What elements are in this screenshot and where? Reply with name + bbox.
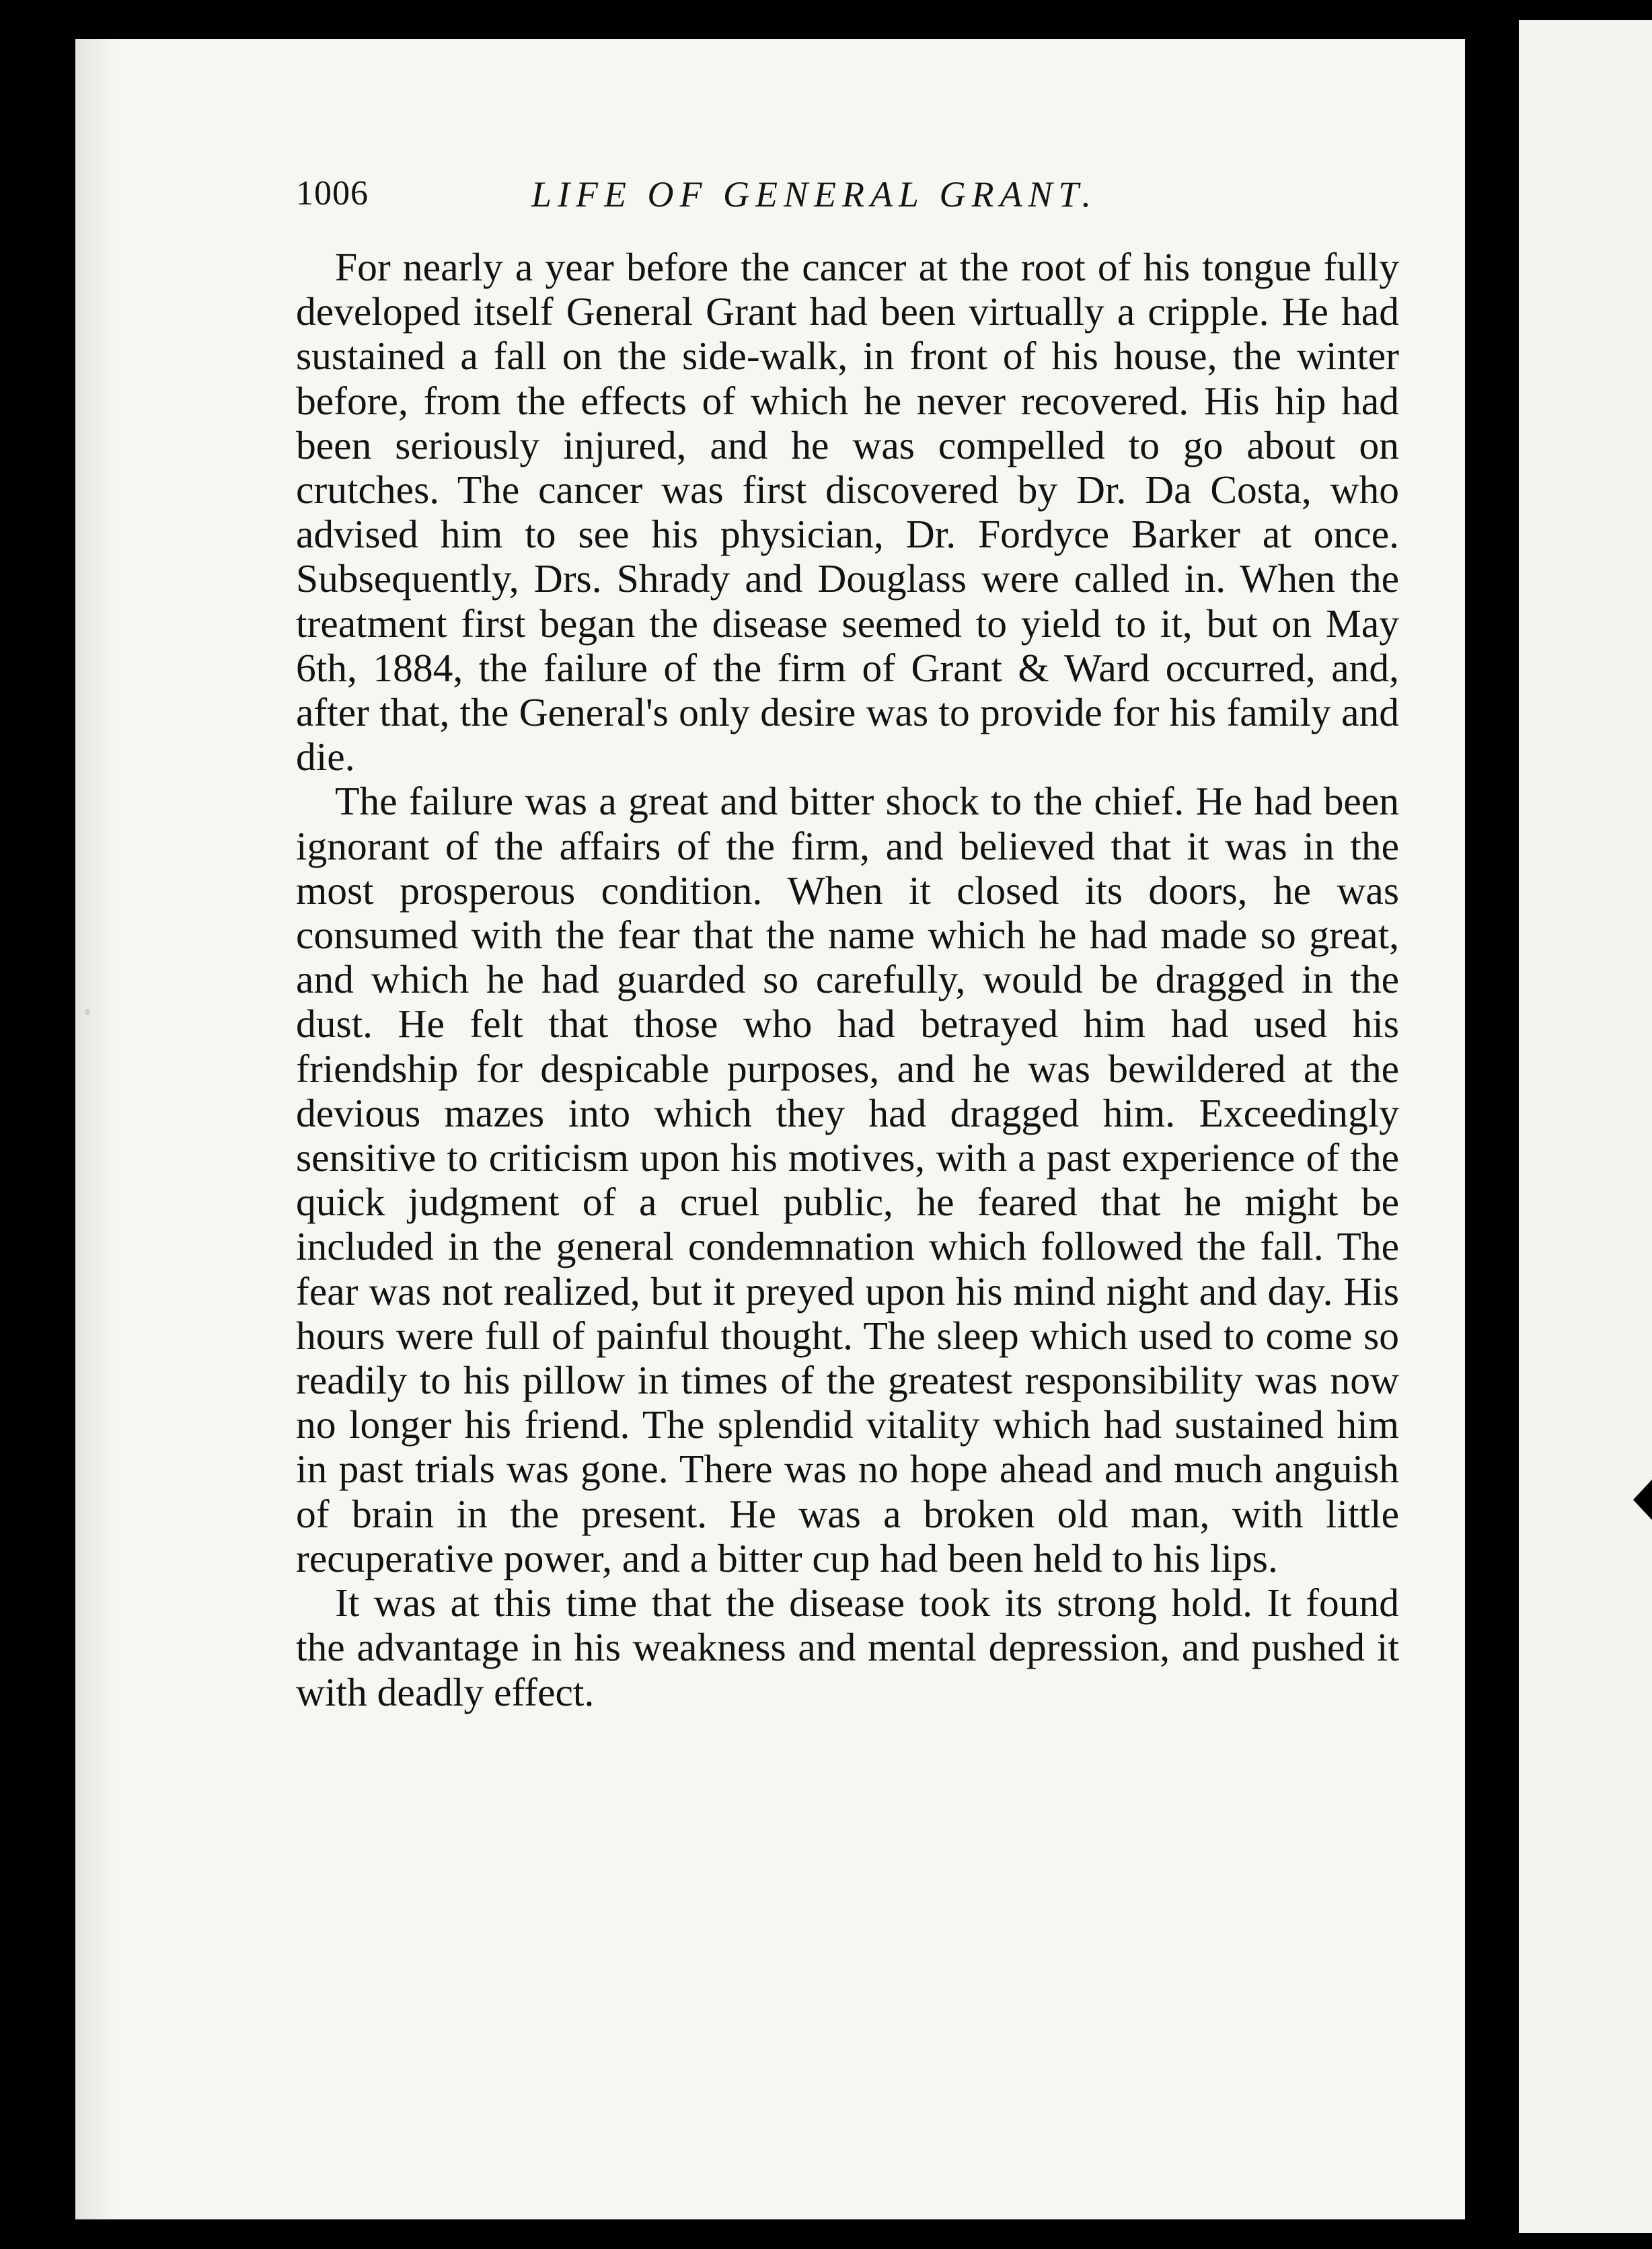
paragraph-1: For nearly a year before the cancer at the root of his tongue fully developed itself General Grant had been virtually a cripple. He had sustained a fall on the side-walk, in front of his house, the winter before, from the effects of which he never recovered. His hip had been seriously injured, and he was compelled to go about on crutches. The cancer was first discovered by Dr. Da Costa, who advised him to see his physician, Dr. Fordyce Barker at once. Subsequently, Drs. Shrady and Douglass were called in. When the treatment first began the disease seemed to yield to it, but on May 6th, 1884, the failure of the firm of Grant & Ward occurred, and, after that, the General's only desire was to provide for his family and die. xyxy=(296,245,1399,779)
paragraph-3: It was at this time that the disease took its strong hold. It found the advantage in his weakness and mental depression, and pushed it with deadly effect. xyxy=(296,1580,1399,1714)
page-number: 1006 xyxy=(296,174,369,213)
paragraph-2: The failure was a great and bitter shock to the chief. He had been ignorant of the affairs of the firm, and believed that it was in the most prosperous condition. When it closed its doors, he was consumed with the fear that the name which he had made so great, and which he had guarded so carefully, would be dragged in the dust. He felt that those who had betrayed him had used his friendship for despicable purposes, and he was bewildered at the devious mazes into which they had dragged him. Exceedingly sensitive to criticism upon his motives, with a past experience of the quick judgment of a cruel public, he feared that he might be included in the general condemnation which followed the fall. The fear was not realized, but it preyed upon his mind night and day. His hours were full of painful thought. The sleep which used to come so readily to his pillow in times of the greatest responsibility was now no longer his friend. The splendid vitality which had sustained him in past trials was gone. There was no hope ahead and much anguish of brain in the present. He was a broken old man, with little recuperative power, and a bitter cup had been held to his lips. xyxy=(296,779,1399,1580)
running-head xyxy=(296,174,1399,227)
running-title: LIFE OF GENERAL GRANT. xyxy=(531,174,1097,215)
binding-notch-mark xyxy=(1633,1480,1652,1520)
page-gutter-shadow xyxy=(75,39,116,2219)
paper-speck xyxy=(85,1009,90,1016)
body-text xyxy=(296,245,1399,1714)
adjacent-page-edge xyxy=(1519,20,1652,2233)
